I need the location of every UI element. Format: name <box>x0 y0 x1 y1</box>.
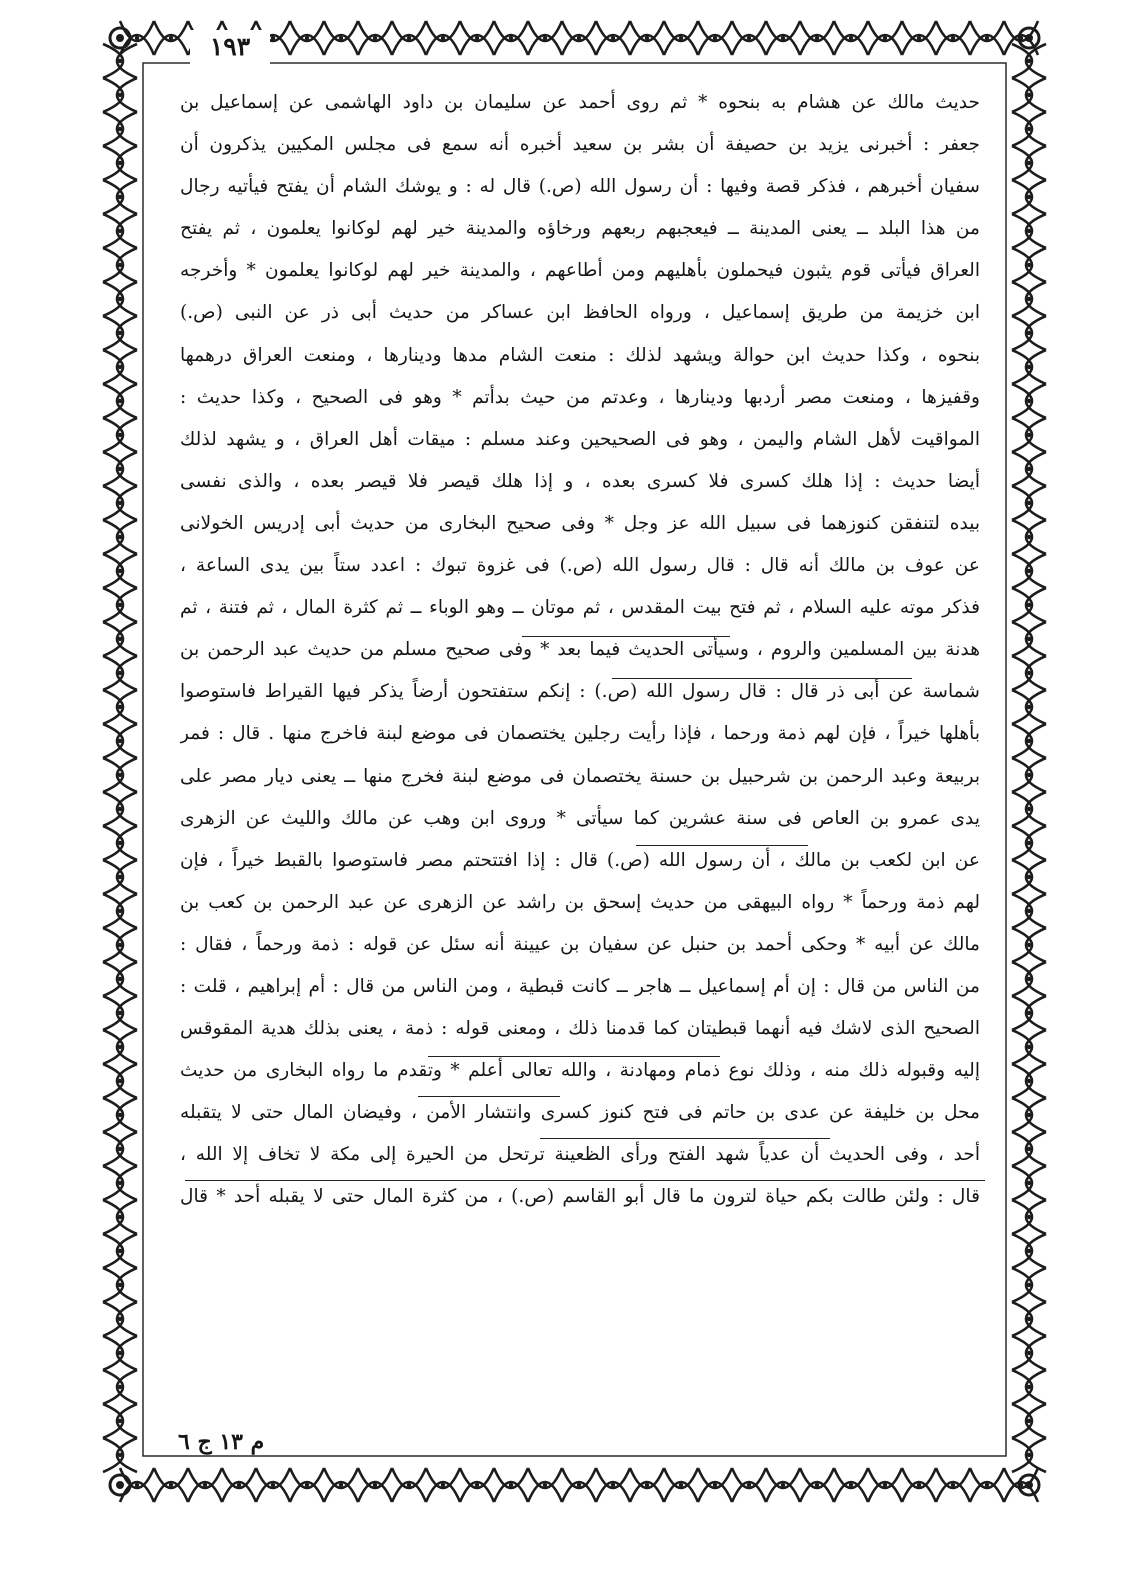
text-line: ابن خزيمة من طريق إسماعيل ، ورواه الحافظ ابن عساكر من حديث أبى ذر عن النبى (ص.) <box>180 302 980 324</box>
page-number: ١٩٣ <box>190 30 270 64</box>
text-line: يدى عمرو بن العاص فى سنة عشرين كما سيأتى * وروى ابن وهب عن مالك والليث عن الزهرى <box>180 807 980 829</box>
text-line: الصحيح الذى لاشك فيه أنهما قبطيتان كما قدمنا ذلك ، ومعنى قوله : ذمة ، يعنى بذلك هدية المقوقس <box>180 1018 980 1040</box>
text-line: بيده لتنفقن كنوزهما فى سبيل الله عز وجل * وفى صحيح البخارى من حديث أبى إدريس الخولانى <box>180 512 980 534</box>
text-line: سفيان أخبرهم ، فذكر قصة وفيها : أن رسول الله (ص.) قال له : و يوشك الشام أن يفتح فيأتيه رجال <box>180 176 980 198</box>
text-line: من هذا البلد ــ يعنى المدينة ــ فيعجبهم ربعهم ورخاؤه والمدينة خير لهم لوكانوا يعلمون ، ثم يفتح <box>180 218 980 240</box>
underline-hadith-5 <box>418 1096 560 1097</box>
text-line: أيضا حديث : إذا هلك كسرى فلا كسرى بعده ، و إذا هلك قيصر فلا قيصر بعده ، والذى نفسى <box>180 470 980 492</box>
text-line: فذكر موته عليه السلام ، ثم فتح بيت المقدس ، ثم موتان ــ وهو الوباء ــ ثم كثرة المال ، ثم فتنة ، ثم <box>180 597 980 619</box>
text-line: المواقيت لأهل الشام واليمن ، وهو فى الصحيحين وعند مسلم : ميقات أهل العراق ، و يشهد لذلك <box>180 428 980 450</box>
underline-hadith-4 <box>428 1056 720 1057</box>
text-line: من الناس من قال : إن أم إسماعيل ــ هاجر ــ كانت قبطية ، ومن الناس من قال : أم إبراهيم ، قلت : <box>180 975 980 997</box>
text-line: مالك عن أبيه * وحكى أحمد بن حنبل عن سفيان بن عيينة أنه سئل عن قوله : ذمة ورحماً ، فقال : <box>180 933 980 955</box>
signature-mark: م ١٣ ج ٦ <box>178 1429 265 1455</box>
text-line: هدنة بين المسلمين والروم ، وسيأتى الحديث فيما بعد * وفى صحيح مسلم من حديث عبد الرحمن بن <box>180 639 980 661</box>
text-line: بأهلها خيراً ، فإن لهم ذمة ورحما ، فإذا رأيت رجلين يختصمان فى موضع لبنة فاخرج منها . قال : فمر <box>180 723 980 745</box>
body-text <box>180 82 980 1219</box>
text-line: محل بن خليفة عن عدى بن حاتم فى فتح كنوز كسرى وانتشار الأمن ، وفيضان المال حتى لا يتقبله <box>180 1102 980 1124</box>
text-line: حديث مالك عن هشام به بنحوه * ثم روى أحمد عن سليمان بن داود الهاشمى عن إسماعيل بن <box>180 92 980 113</box>
underline-hadith-7 <box>185 1180 985 1181</box>
text-line: عن ابن لكعب بن مالك ، أن رسول الله (ص.) قال : إذا افتتحتم مصر فاستوصوا بالقبط خيراً ، فإن <box>180 849 980 871</box>
text-line: قال : ولئن طالت بكم حياة لترون ما قال أبو القاسم (ص.) ، من كثرة المال حتى لا يقبله أحد * قال <box>180 1186 980 1208</box>
underline-hadith-3 <box>636 845 808 846</box>
text-line: بربيعة وعبد الرحمن بن شرحبيل بن حسنة يختصمان فى موضع لبنة فخرج منها ــ يعنى ديار مصر على <box>180 765 980 787</box>
text-line: وقفيزها ، ومنعت مصر أردبها ودينارها ، وعدتم من حيث بدأتم * وهو فى الصحيح ، وكذا حديث : <box>180 386 980 408</box>
text-line: عن عوف بن مالك أنه قال : قال رسول الله (ص.) فى غزوة تبوك : اعدد ستاً بين يدى الساعة ، <box>180 555 980 577</box>
text-line: شماسة عن أبى ذر قال : قال رسول الله (ص.) : إنكم ستفتحون أرضاً يذكر فيها القيراط فاستوصوا <box>180 681 980 703</box>
text-line: أحد ، وفى الحديث أن عدياً شهد الفتح ورأى الظعينة ترتحل من الحيرة إلى مكة لا تخاف إلا الله ، <box>180 1144 980 1166</box>
underline-hadith-2 <box>612 678 912 679</box>
text-line: العراق فيأتى قوم يثبون فيحملون بأهليهم ومن أطاعهم ، والمدينة خير لهم لوكانوا يعلمون * وأخرجه <box>180 260 980 282</box>
underline-hadith-6 <box>540 1138 830 1139</box>
text-line: إليه وقبوله ذلك منه ، وذلك نوع ذمام ومهادنة ، والله تعالى أعلم * وتقدم ما رواه البخارى من حديث <box>180 1060 980 1082</box>
underline-hadith-1 <box>522 636 730 637</box>
text-line: لهم ذمة ورحماً * رواه البيهقى من حديث إسحق بن راشد عن الزهرى عن عبد الرحمن بن كعب بن <box>180 891 980 913</box>
text-line: بنحوه ، وكذا حديث ابن حوالة ويشهد لذلك : منعت الشام مدها ودينارها ، ومنعت العراق درهمها <box>180 344 980 366</box>
text-line: جعفر : أخبرنى يزيد بن حصيفة أن بشر بن سعيد أخبره أنه سمع فى مجلس المكيين يذكرون أن <box>180 134 980 156</box>
